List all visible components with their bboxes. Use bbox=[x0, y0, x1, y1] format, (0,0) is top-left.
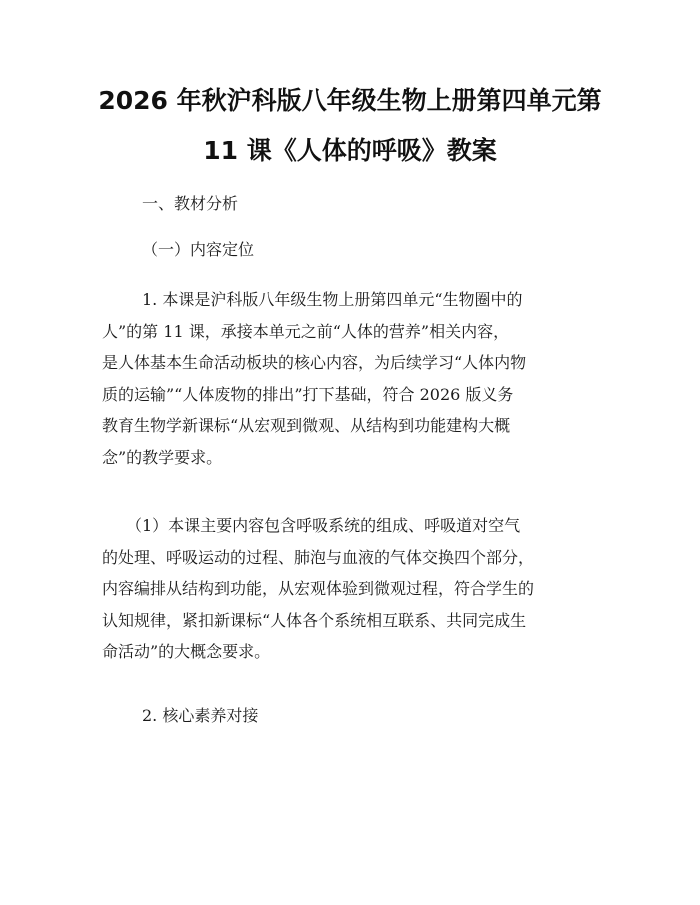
paragraph-main-content bbox=[102, 510, 600, 668]
paragraph-line: 教育生物学新课标“从宏观到微观、从结构到功能建构大概 bbox=[102, 416, 511, 435]
paragraph-lesson-overview bbox=[102, 284, 600, 473]
document-title-line-1: 2026 年秋沪科版八年级生物上册第四单元第 bbox=[98, 86, 602, 115]
paragraph-line: 内容编排从结构到功能，从宏观体验到微观过程，符合学生的 bbox=[102, 579, 535, 598]
item-heading-core-literacy: 2. 核心素养对接 bbox=[142, 706, 259, 725]
paragraph-line: 1. 本课是沪科版八年级生物上册第四单元“生物圈中的 bbox=[142, 290, 523, 309]
paragraph-line: 的处理、呼吸运动的过程、肺泡与血液的气体交换四个部分， bbox=[102, 547, 535, 567]
paragraph-line: 认知规律，紧扣新课标“人体各个系统相互联系、共同完成生 bbox=[102, 610, 527, 630]
subsection-heading-content-positioning: （一）内容定位 bbox=[142, 240, 255, 259]
paragraph-line: 质的运输”“人体废物的排出”打下基础，符合 2026 版义务 bbox=[102, 384, 514, 404]
paragraph-line: 是人体基本生命活动板块的核心内容，为后续学习“人体内物 bbox=[102, 353, 527, 372]
paragraph-line: 念”的教学要求。 bbox=[102, 447, 223, 467]
paragraph-line: 命活动”的大概念要求。 bbox=[102, 642, 271, 661]
paragraph-line: （1）本课主要内容包含呼吸系统的组成、呼吸道对空气 bbox=[126, 516, 521, 535]
section-heading-textbook-analysis: 一、教材分析 bbox=[142, 194, 239, 213]
paragraph-line: 人”的第 11 课，承接本单元之前“人体的营养”相关内容， bbox=[102, 321, 510, 341]
document-title-line-2: 11 课《人体的呼吸》教案 bbox=[203, 136, 497, 165]
